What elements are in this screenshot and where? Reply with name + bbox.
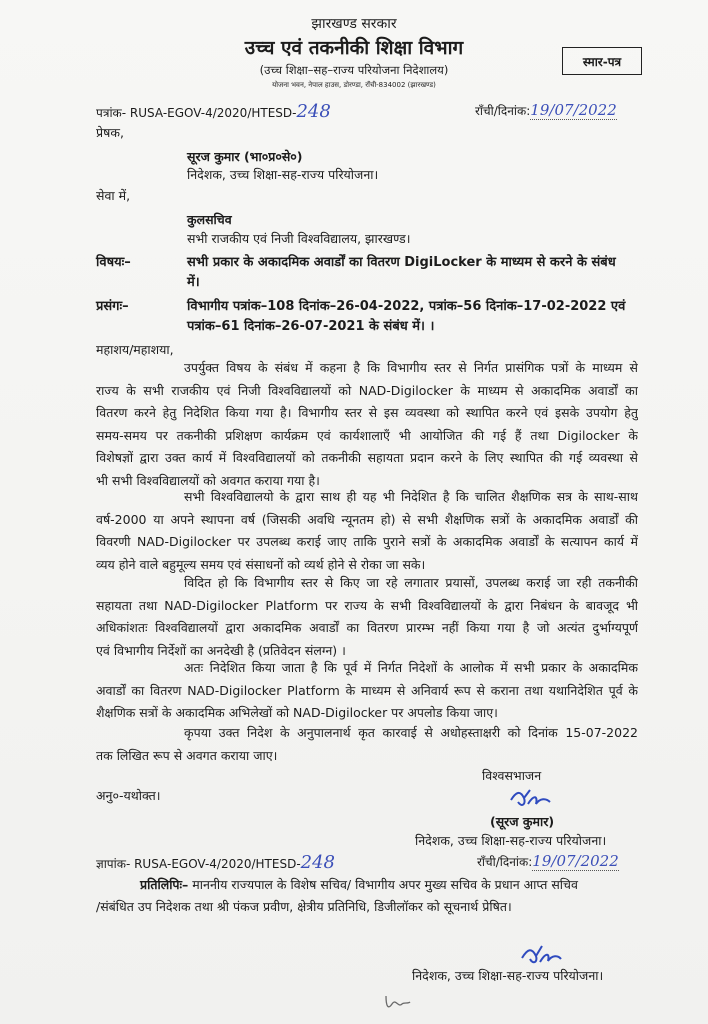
salutation: महाशय/महाशया, <box>96 342 174 357</box>
paragraph-line: व्यय होने वाले बहुमूल्य समय एवं संसाधनों को व्यर्थ होने से रोका जा सके। <box>96 556 426 572</box>
paragraph-line: उपर्युक्त विषय के संबंध में कहना है कि विभागीय स्तर से निर्गत प्रासंगिक पत्रों के माध्यम से <box>184 360 638 375</box>
paragraph-line: विदित हो कि विभागीय स्तर से किए जा रहे लगातार प्रयासों, उपलब्ध कराई जा रही तकनीकी <box>184 575 638 590</box>
subject-label: विषयः– <box>96 255 131 270</box>
letter-number <box>96 101 331 122</box>
paragraph-line: कृपया उक्त निदेश के अनुपालनार्थ कृत कारवाई से अधोहस्ताक्षरी को दिनांक 15-07-2022 <box>184 725 638 740</box>
reference-line-1: विभागीय पत्रांक–108 दिनांक–26-04-2022, पत्रांक–56 दिनांक–17-02-2022 एवं <box>187 299 626 314</box>
pencil-initials <box>382 990 414 1014</box>
reference-line-2: पत्रांक–61 दिनांक–26-07-2021 के संबंध में। । <box>187 319 435 334</box>
paragraph-line: अतः निदेशित किया जाता है कि पूर्व में निर्गत निदेशों के आलोक में सभी प्रकार के अकादमिक <box>184 660 638 675</box>
paragraph-line: वर्ष-2000 या अपने स्थापना वर्ष (जिसकी अवधि न्यूनतम हो) से सभी शैक्षणिक सत्रों के अकादमिक अवार्डों की <box>96 511 638 527</box>
sender-designation: निदेशक, उच्च शिक्षा-सह-राज्य परियोजना। <box>187 167 379 182</box>
memo-number-handwritten: 248 <box>300 852 336 873</box>
paragraph-line: सहायता तथा NAD-Digilocker Platform पर राज्य के सभी विश्वविद्यालयों के द्वारा निबंधन के बावजूद भी <box>96 597 638 613</box>
final-designation: निदेशक, उच्च शिक्षा-सह-राज्य परियोजना। <box>412 968 604 983</box>
paragraph-line: समय-समय पर तकनीकी प्रशिक्षण कार्यक्रम एवं कार्यशालाएँ भी आयोजित की गई हैं तथा Digilocker के <box>96 427 638 443</box>
body-paragraph-4 <box>96 657 638 725</box>
copy-line-2: /संबंधित उप निदेशक तथा श्री पंकज प्रवीण, क्षेत्रीय प्रतिनिधि, डिजीलॉकर को सूचनार्थ प्रेषित। <box>96 899 512 914</box>
reference-label: प्रसंगः– <box>96 299 129 314</box>
office-address: योजना भवन, नेपाल हाउस, डोरण्डा, राँची-834002 (झारखण्ड) <box>272 81 436 89</box>
second-signature-initials <box>518 940 564 970</box>
reminder-stamp-box: स्मार-पत्र <box>562 47 642 75</box>
place-date-label: राँची/दिनांक: <box>475 104 531 118</box>
copy-line-1 <box>140 876 640 893</box>
memo-number <box>96 852 335 873</box>
sender-label: प्रेषक, <box>96 125 124 140</box>
body-paragraph-5 <box>96 722 638 767</box>
letter-number-handwritten: 248 <box>296 101 331 122</box>
paragraph-line: राज्य के सभी राजकीय एवं निजी विश्वविद्यालयों को NAD-Digilocker के माध्यम से अकादमिक अवार्डों का <box>96 382 638 398</box>
paragraph-line: विशेषज्ञों द्वारा उक्त कार्य में विश्वविद्यालयों को तकनीकी सहायता प्रदान करने के लिए स्थापित की गई व्यवस्था से <box>96 450 638 466</box>
paragraph-line: सभी विश्वविद्यालयो के द्वारा साथ ही यह भी निदेशित है कि चालित शैक्षणिक सत्र के साथ-साथ <box>184 489 638 504</box>
subject-line-2: में। <box>187 275 200 290</box>
memo-number-label: ज्ञापांक- RUSA-EGOV-4/2020/HTESD- <box>96 857 301 871</box>
paragraph-line: एवं विभागीय निर्देशों का अनदेखी है (प्रतिवेदन संलग्न) । <box>96 642 346 658</box>
place-date <box>475 101 617 119</box>
department-title: उच्च एवं तकनीकी शिक्षा विभाग <box>244 37 464 59</box>
memo-date-handwritten: 19/07/2022 <box>532 852 619 870</box>
signer-name: (सूरज कुमार) <box>490 814 555 829</box>
body-paragraph-1 <box>96 357 638 493</box>
signature-initials <box>508 784 554 814</box>
body-paragraph-2 <box>96 486 638 576</box>
subject-line-1: सभी प्रकार के अकादमिक अवार्डों का वितरण DigiLocker के माध्यम से करने के संबंध <box>187 255 616 270</box>
paragraph-line: शैक्षणिक सत्रों के अकादमिक अभिलेखों को NAD-Digilocker पर अपलोड किया जाए। <box>96 705 498 721</box>
paragraph-line: अधिकांशतः विश्वविद्यालयों द्वारा अकादमिक अवार्डों का वितरण प्रारम्भ नहीं किया गया है जो अत्यंत दुर्भाग्यपूर्ण <box>96 620 638 636</box>
date-handwritten: 19/07/2022 <box>530 101 617 119</box>
recipient-designation: सभी राजकीय एवं निजी विश्वविद्यालय, झारखण्ड। <box>187 231 411 246</box>
memo-place-date <box>477 852 619 870</box>
sender-name: सूरज कुमार (भा०प्र०से०) <box>187 149 303 164</box>
copy-line-1-text: माननीय राज्यपाल के विशेष सचिव/ विभागीय अपर मुख्य सचिव के प्रधान आप्त सचिव <box>192 877 578 892</box>
paragraph-line: वितरण करने हेतु निदेशित किया गया है। विभागीय स्तर से इस व्यवस्था को स्थापित करने एवं इसके उपयोग हेतु <box>96 405 638 421</box>
signer-designation: निदेशक, उच्च शिक्षा-सह-राज्य परियोजना। <box>415 833 607 848</box>
enclosure-note: अनु०-यथोक्त। <box>96 788 161 803</box>
recipient-label: सेवा में, <box>96 188 131 203</box>
closing-vishwas: विश्वसभाजन <box>482 768 542 783</box>
copy-label: प्रतिलिपिः– <box>140 877 189 892</box>
letter-number-label: पत्रांक- RUSA-EGOV-4/2020/HTESD- <box>96 106 297 120</box>
govt-heading: झारखण्ड सरकार <box>311 16 397 32</box>
paragraph-line: अवार्डों का वितरण NAD-Digilocker Platform के माध्यम से अनिवार्य रूप से कराना तथा यथानिदेशित पूर्व के <box>96 682 638 698</box>
body-paragraph-3 <box>96 572 638 662</box>
paragraph-line: विवरणी NAD-Digilocker पर उपलब्ध कराई जाए ताकि पुराने सत्रों के अकादमिक अवार्डों के सत्यापन कार्य में <box>96 534 638 550</box>
paragraph-line: भी सभी विश्वविद्यालयों को अवगत कराया गया है। <box>96 472 320 488</box>
directorate-subtitle: (उच्च शिक्षा–सह–राज्य परियोजना निदेशालय) <box>259 63 449 77</box>
paragraph-line: तक लिखित रूप से अवगत कराया जाए। <box>96 747 278 763</box>
recipient-name: कुलसचिव <box>187 212 232 227</box>
memo-place-date-label: राँची/दिनांक: <box>477 855 533 869</box>
